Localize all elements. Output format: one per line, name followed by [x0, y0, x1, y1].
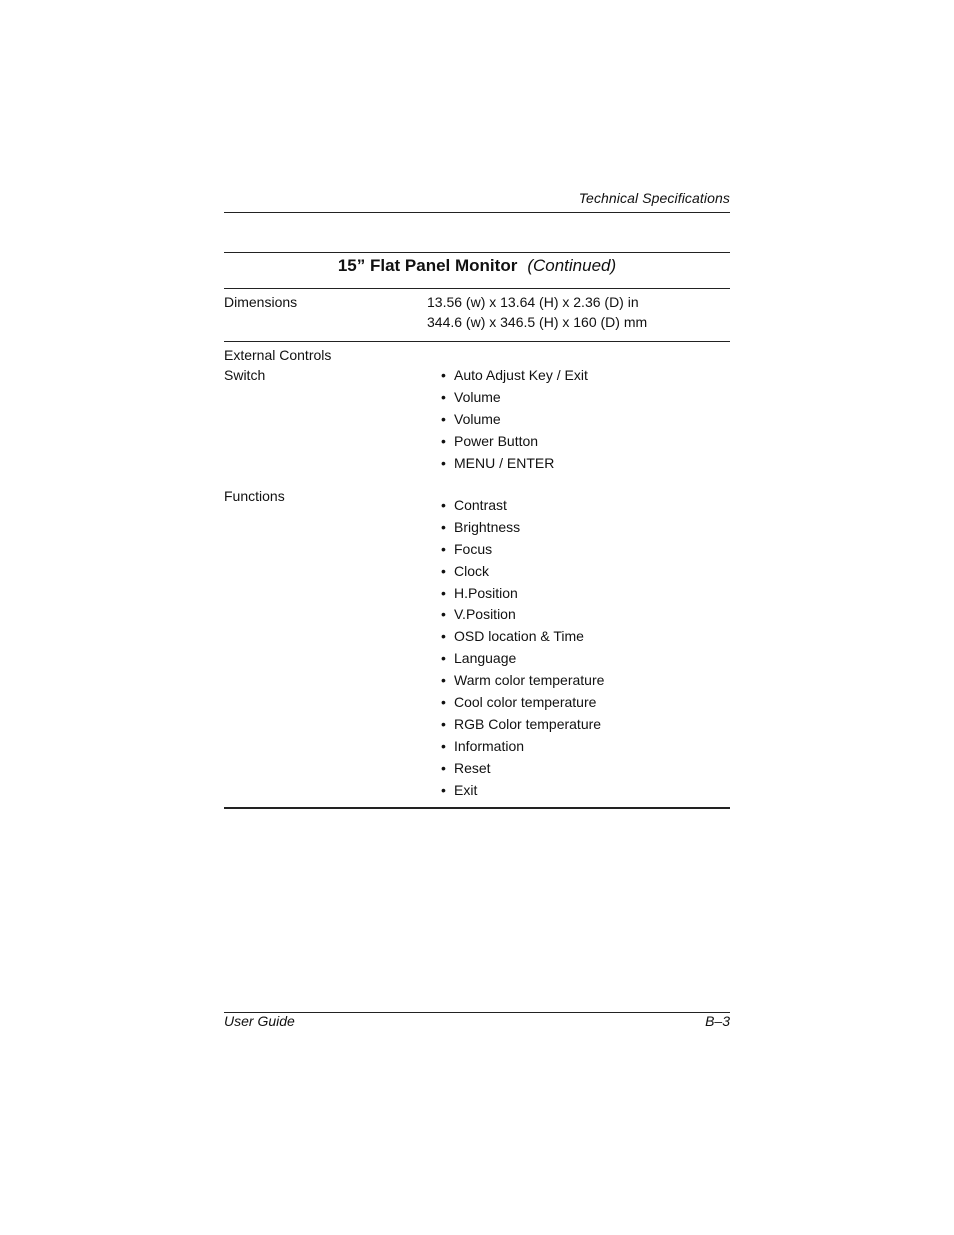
table-header-rule — [224, 288, 730, 289]
list-item-text: Clock — [454, 562, 490, 579]
list-item-text: Reset — [454, 759, 491, 776]
list-item — [441, 539, 604, 561]
list-item — [441, 387, 588, 409]
bullet-icon: • — [441, 454, 446, 471]
list-item — [441, 495, 604, 517]
list-item-text: Volume — [454, 410, 501, 427]
dimensions-value-in: 13.56 (w) x 13.64 (H) x 2.36 (D) in — [427, 294, 639, 310]
list-item-text: RGB Color temperature — [454, 715, 602, 732]
table-title-main: 15” Flat Panel Monitor — [337, 256, 518, 275]
functions-label: Functions — [224, 488, 285, 504]
bullet-icon: • — [441, 672, 446, 689]
running-header-title: Technical Specifications — [578, 190, 730, 206]
bullet-icon: • — [441, 562, 446, 579]
list-item-text: Power Button — [454, 432, 539, 449]
list-item — [441, 714, 604, 736]
bullet-icon: • — [441, 715, 446, 732]
list-item — [441, 409, 588, 431]
bullet-icon: • — [441, 497, 446, 513]
bullet-icon: • — [441, 518, 446, 535]
bullet-icon: • — [441, 737, 446, 754]
external-controls-label: External Controls — [224, 347, 332, 363]
list-item-text: Focus — [454, 540, 493, 557]
dimensions-label: Dimensions — [224, 294, 298, 310]
bullet-icon: • — [441, 759, 446, 776]
list-item — [441, 758, 604, 780]
switch-list — [441, 365, 588, 474]
list-item — [441, 517, 604, 539]
list-item — [441, 736, 604, 758]
switch-label: Switch — [224, 367, 266, 383]
list-item-text: Warm color temperature — [454, 672, 605, 689]
list-item — [441, 692, 604, 714]
list-item — [441, 453, 588, 475]
bullet-icon: • — [441, 781, 446, 798]
list-item-text: OSD location & Time — [454, 628, 584, 645]
bullet-icon: • — [441, 388, 446, 405]
list-item — [441, 365, 588, 387]
table-title-suffix: (Continued) — [527, 256, 617, 275]
row-divider-rule — [224, 341, 730, 342]
bullet-icon: • — [441, 367, 446, 383]
list-item — [441, 431, 588, 453]
dimensions-value-mm: 344.6 (w) x 346.5 (H) x 160 (D) mm — [427, 314, 648, 330]
list-item-text: Volume — [454, 388, 501, 405]
list-item-text: Exit — [454, 781, 478, 798]
bullet-icon: • — [441, 432, 446, 449]
list-item — [441, 626, 604, 648]
list-item — [441, 670, 604, 692]
list-item-text: H.Position — [454, 584, 518, 601]
functions-list — [441, 495, 604, 801]
list-item — [441, 583, 604, 605]
list-item-text: Cool color temperature — [454, 694, 597, 711]
bullet-icon: • — [441, 650, 446, 667]
bullet-icon: • — [441, 410, 446, 427]
list-item-text: Language — [454, 650, 517, 667]
list-item — [441, 604, 604, 626]
list-item-text: Information — [454, 737, 525, 754]
table-title — [224, 256, 730, 276]
bullet-icon: • — [441, 584, 446, 601]
bullet-icon: • — [441, 628, 446, 645]
list-item-text: V.Position — [454, 606, 516, 623]
bullet-icon: • — [441, 606, 446, 623]
list-item-text: Contrast — [454, 497, 507, 513]
table-top-rule — [224, 252, 730, 253]
footer-rule — [224, 1012, 730, 1013]
footer-document-name: User Guide — [224, 1013, 295, 1029]
bullet-icon: • — [441, 540, 446, 557]
table-bottom-rule — [224, 807, 730, 809]
list-item — [441, 780, 604, 802]
list-item — [441, 561, 604, 583]
list-item-text: Auto Adjust Key / Exit — [454, 367, 588, 383]
bullet-icon: • — [441, 694, 446, 711]
header-rule — [224, 212, 730, 213]
list-item — [441, 648, 604, 670]
list-item-text: MENU / ENTER — [454, 454, 555, 471]
list-item-text: Brightness — [454, 518, 521, 535]
footer-page-number: B–3 — [705, 1013, 730, 1029]
